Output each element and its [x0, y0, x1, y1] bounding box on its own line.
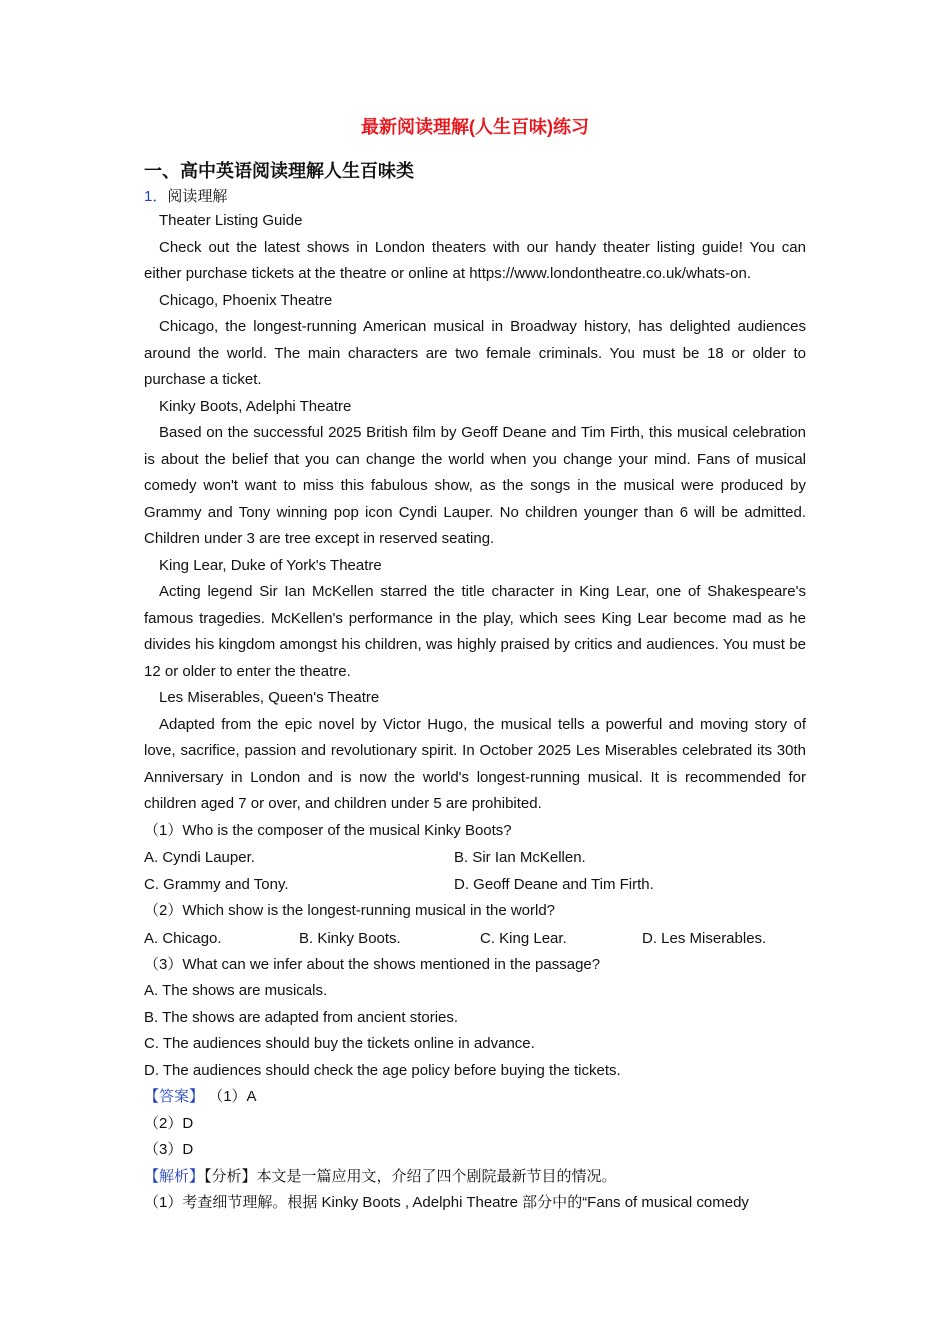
- show-text-chicago: Chicago, the longest-running American musical in Broadway history, has delighted audiences around the world. The main characters are two female criminals. You must be 18 or older to purchase a ticket.: [144, 318, 806, 388]
- answer-3: （3）D: [144, 1141, 194, 1158]
- analysis-detail-1: （1）考查细节理解。根据 Kinky Boots , Adelphi Theatre 部分中的“Fans of musical comedy: [144, 1194, 749, 1211]
- question-3-option-c: C. The audiences should buy the tickets online in advance.: [144, 1035, 535, 1052]
- show-name-chicago: Chicago, Phoenix Theatre: [159, 291, 333, 309]
- question-2-stem: （2）Which show is the longest-running musical in the world?: [144, 902, 556, 919]
- answer-label: 【答案】: [144, 1088, 205, 1105]
- question-1-option-c: C. Grammy and Tony.: [144, 876, 289, 893]
- question-3-option-a: A. The shows are musicals.: [144, 982, 328, 999]
- question-1-stem: （1）Who is the composer of the musical Kinky Boots?: [144, 821, 512, 839]
- question-1-option-d: D. Geoff Deane and Tim Firth.: [454, 876, 654, 893]
- question-1-options-row-2: [144, 871, 806, 898]
- question-3-option-d: D. The audiences should check the age policy before buying the tickets.: [144, 1061, 621, 1079]
- passage-intro: Check out the latest shows in London theaters with our handy theater listing guide! You can either purchase tickets at the theatre or online at https://www.londontheatre.co.uk/whats-on.: [144, 238, 806, 282]
- question-1-option-b: B. Sir Ian McKellen.: [454, 849, 586, 866]
- analysis-label: 【解析】: [144, 1167, 205, 1185]
- analysis-line: [144, 1164, 806, 1191]
- question-3-option-b: B. The shows are adapted from ancient stories.: [144, 1008, 459, 1026]
- question-2-option-c: C. King Lear.: [480, 929, 567, 947]
- question-2-option-b: B. Kinky Boots.: [299, 929, 401, 947]
- answer-line-1: [144, 1084, 806, 1111]
- show-text-les-miserables: Adapted from the epic novel by Victor Hugo, the musical tells a powerful and moving story of love, sacrifice, passion and revolutionary spirit. In October 2025 Les Miserables celebrated its 30th Anniversary in London and is now the world's longest-running musical. It is recommended for children aged 7 or over, and children under 5 are prohibited.: [144, 715, 806, 812]
- analysis-text: 【分析】本文是一篇应用文，介绍了四个剧院最新节目的情况。: [204, 1167, 617, 1185]
- show-name-kinky-boots: Kinky Boots, Adelphi Theatre: [159, 397, 352, 415]
- section-heading: 一、高中英语阅读理解人生百味类: [144, 161, 414, 181]
- question-2-option-a: A. Chicago.: [144, 929, 222, 947]
- passage-heading: Theater Listing Guide: [159, 212, 303, 229]
- question-2-options-row: [144, 925, 806, 952]
- document-title: 最新阅读理解(人生百味)练习: [361, 117, 589, 137]
- document-page: [144, 112, 806, 1217]
- question-2-option-d: D. Les Miserables.: [642, 929, 767, 947]
- question-1-option-a: A. Cyndi Lauper.: [144, 849, 255, 866]
- answer-1: （1）A: [208, 1088, 257, 1105]
- question-header: [144, 186, 806, 208]
- question-1-options-row-1: [144, 844, 806, 871]
- question-number: 1．: [144, 188, 168, 205]
- show-name-les-miserables: Les Miserables, Queen's Theatre: [159, 689, 380, 706]
- show-text-king-lear: Acting legend Sir Ian McKellen starred the title character in King Lear, one of Shakespeare's famous tragedies. McKellen's performance in the play, which sees King Lear become mad as he divides his kingdom amongst his children, was highly praised by critics and audiences. You must be 12 or older to enter the theatre.: [144, 583, 806, 680]
- show-text-kinky-boots: Based on the successful 2025 British film by Geoff Deane and Tim Firth, this musical celebration is about the belief that you can change the world when you change your mind. Fans of musical comedy won't want to miss this fabulous show, as the songs in the musical were produced by Grammy and Tony winning pop icon Cyndi Lauper. No children younger than 6 will be admitted. Children under 3 are tree except in reserved seating.: [144, 424, 806, 547]
- question-type: 阅读理解: [167, 188, 228, 205]
- answer-2: （2）D: [144, 1114, 194, 1132]
- show-name-king-lear: King Lear, Duke of York's Theatre: [159, 556, 382, 574]
- question-3-stem: （3）What can we infer about the shows mentioned in the passage?: [144, 955, 601, 973]
